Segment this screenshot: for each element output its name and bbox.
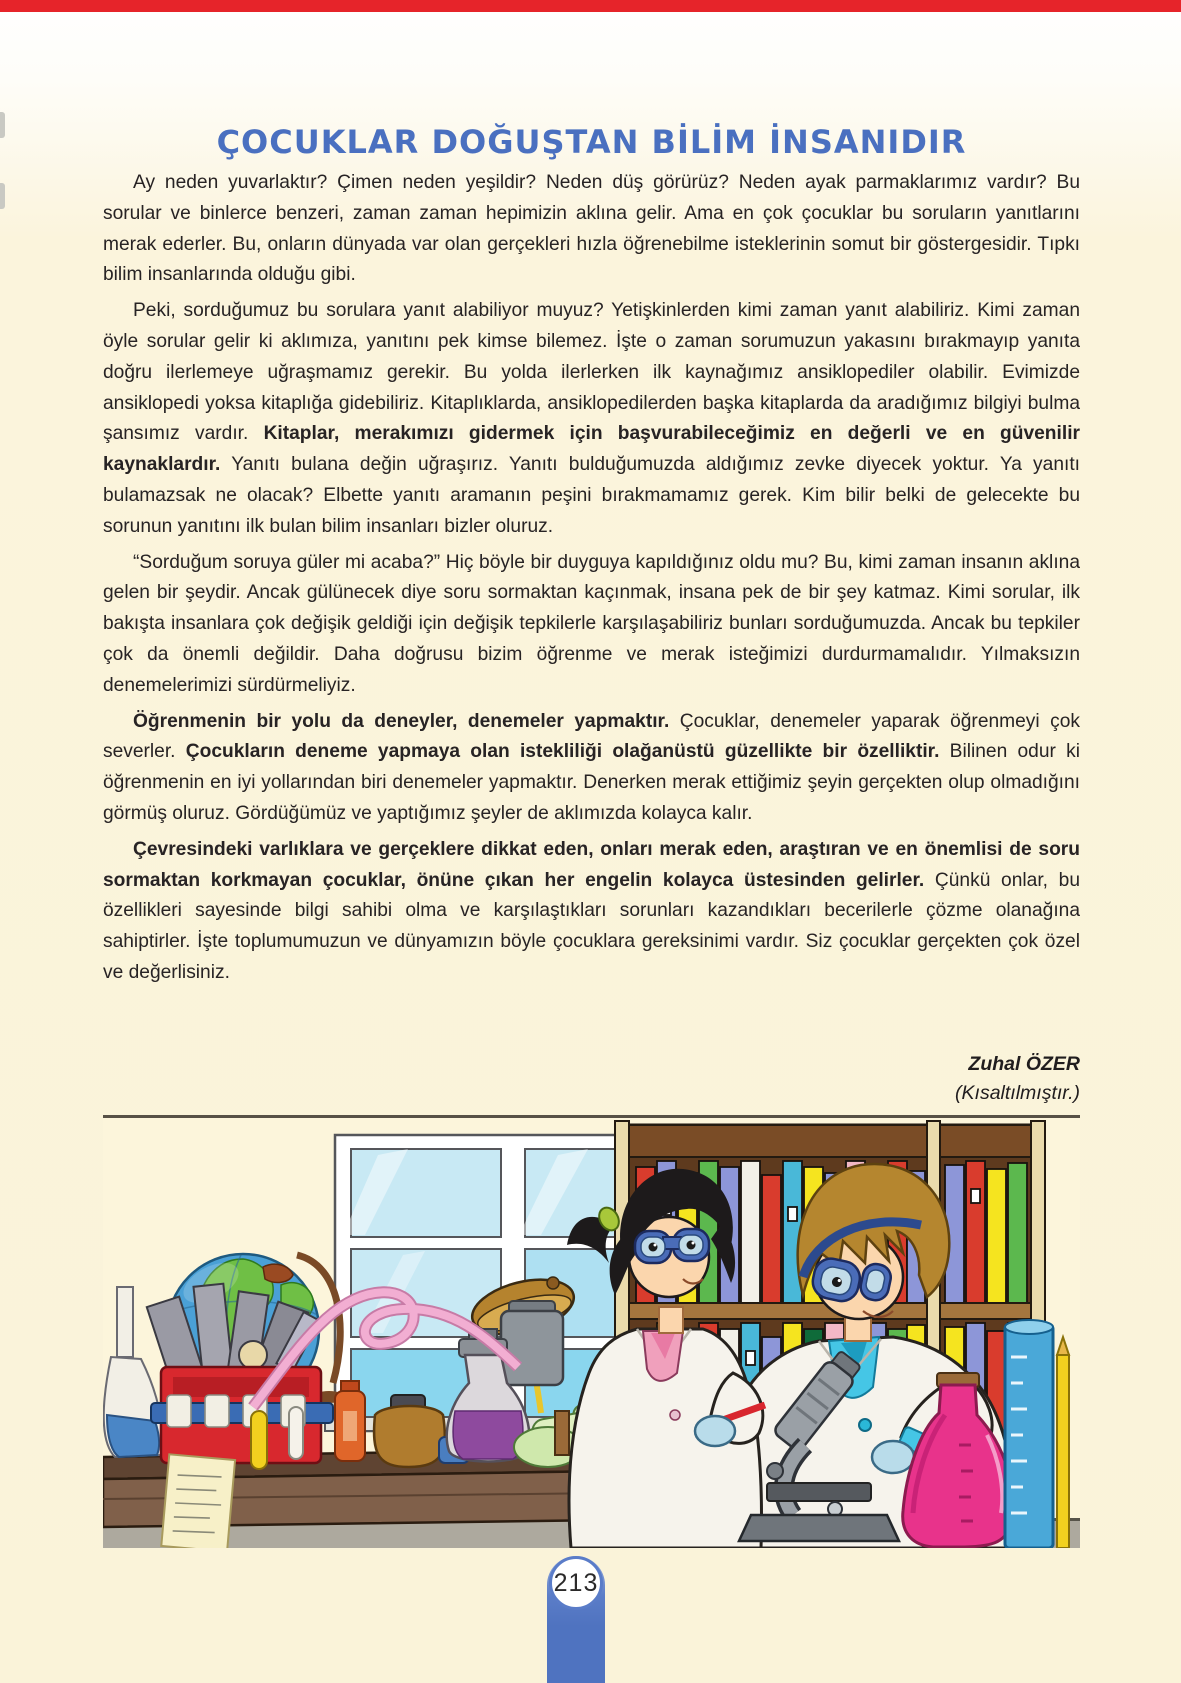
paragraph: Peki, sorduğumuz bu sorulara yanıt alabiliyor muyuz? Yetişkinlerden kimi zaman yanıt alabiliriz. Kimi zaman öyle sorular gelir ki aklımıza, yanıtını pek kimse bilemez. İşte o zaman sorumuzun yakasını bırakmayıp yanıta doğru ilerlemeye uğraşmamız gerekir. Bu yolda ilerlerken ilk kaynağımız ansiklopediler olabilir. Evimizde ansiklopedi yoksa kitaplığa gidebiliriz. Kitaplıklarda, ansiklopedilerden başka kitaplarda da aradığımız bilgiyi bulma şansımız vardır. Kitaplar, merakımızı gidermek için başvurabileceğimiz en değerli ve en güvenilir kaynaklardır. Yanıtı bulana değin uğraşırız. Yanıtı bulduğumuzda aldığımız zevke diyecek yoktur. Ya yanıtı bulamazsak ne olacak? Elbette yanıtı aramanın peşini bırakmamamız gerek. Kim bilir belki de gelecekte bu sorunun yanıtını ilk bulan bilim insanları bizler oluruz.: [103, 300, 1080, 537]
paragraph: Çevresindeki varlıklara ve gerçeklere dikkat eden, onları merak eden, araştıran ve en önemlisi de soru sormaktan korkmayan çocuklar, önüne çıkan her engelin kolayca üstesinden gelirler. Çünkü onlar, bu özellikleri sayesinde bilgi sahibi olma ve karşılaştıkları sorunları kazandıkları becerilerle çözme olanağına sahiptirler. İşte toplumumuzun ve dünyamızın böyle çocuklara gereksinimi vardır. Siz çocuklar gerçekten çok özel ve değerlisiniz.: [103, 838, 1080, 983]
pencil: [1057, 1355, 1069, 1548]
illustration-top-border: [103, 1115, 1080, 1118]
paper-note: [161, 1454, 235, 1548]
orange-bottle: [335, 1381, 365, 1461]
binding-mark: [0, 112, 5, 138]
author-name: Zuhal ÖZER: [968, 1053, 1080, 1075]
paragraph: Öğrenmenin bir yolu da deneyler, denemeler yapmaktır. Çocuklar, denemeler yaparak öğrenmeyi çok severler. Çocukların deneme yapmaya olan istekliliği olağanüstü güzellikte bir özelliktir. Bilinen odur ki öğrenmenin en iyi yollarından biri denemeler yapmaktır. Denerken merak ettiğimiz şeyin gerçekten olup olmadığını görmüş oluruz. Gördüğümüz ve yaptığımız şeyler de aklımızda kolayca kalır.: [103, 710, 1080, 824]
page-number: 213: [553, 1568, 599, 1597]
graduated-cylinder: [1005, 1320, 1069, 1548]
byline: [103, 1050, 1080, 1108]
source-note: (Kısaltılmıştır.): [955, 1082, 1080, 1104]
gray-canister: [501, 1301, 563, 1385]
paragraph: Ay neden yuvarlaktır? Çimen neden yeşildir? Neden düş görürüz? Neden ayak parmaklarımız vardır? Bu sorular ve binlerce benzeri, zaman zaman hepimizin aklına gelir. Ama en çok çocuklar bu soruların yanıtlarını merak ederler. Bu, onların dünyada var olan gerçekleri hızla öğrenebilme isteklerinin somut bir göstergesidir. Tıpkı bilim insanlarında olduğu gibi.: [103, 172, 1080, 286]
paragraph: “Sorduğum soruya güler mi acaba?” Hiç böyle bir duyguya kapıldığınız oldu mu? Bu, kimi zaman insanın aklına gelen bir şeydir. Ancak gülünecek diye soru sormaktan kaçınmak, insana pek de bir şey katmaz. Kimi sorular, ilk bakışta insanlara çok değişik geldiği için değişik tepkilerle karşılaşabiliriz bunları sorduğumuzda. Ancak bu tepkiler çok da önemli değildir. Daha doğrusu bizim öğrenme ve merak isteğimizi durdurmamalıdır. Yılmaksızın denemelerimizi sürdürmeliyiz.: [103, 551, 1080, 696]
page-title: ÇOCUKLAR DOĞUŞTAN BİLİM İNSANIDIR: [216, 123, 967, 162]
page-number-badge: [549, 1556, 603, 1610]
binding-mark: [0, 183, 5, 209]
lab-illustration: [103, 1115, 1080, 1548]
top-red-bar: [0, 0, 1181, 12]
test-tube-rack: [151, 1367, 333, 1469]
lab-illustration-svg: [103, 1115, 1080, 1548]
article-body: [103, 168, 1080, 994]
